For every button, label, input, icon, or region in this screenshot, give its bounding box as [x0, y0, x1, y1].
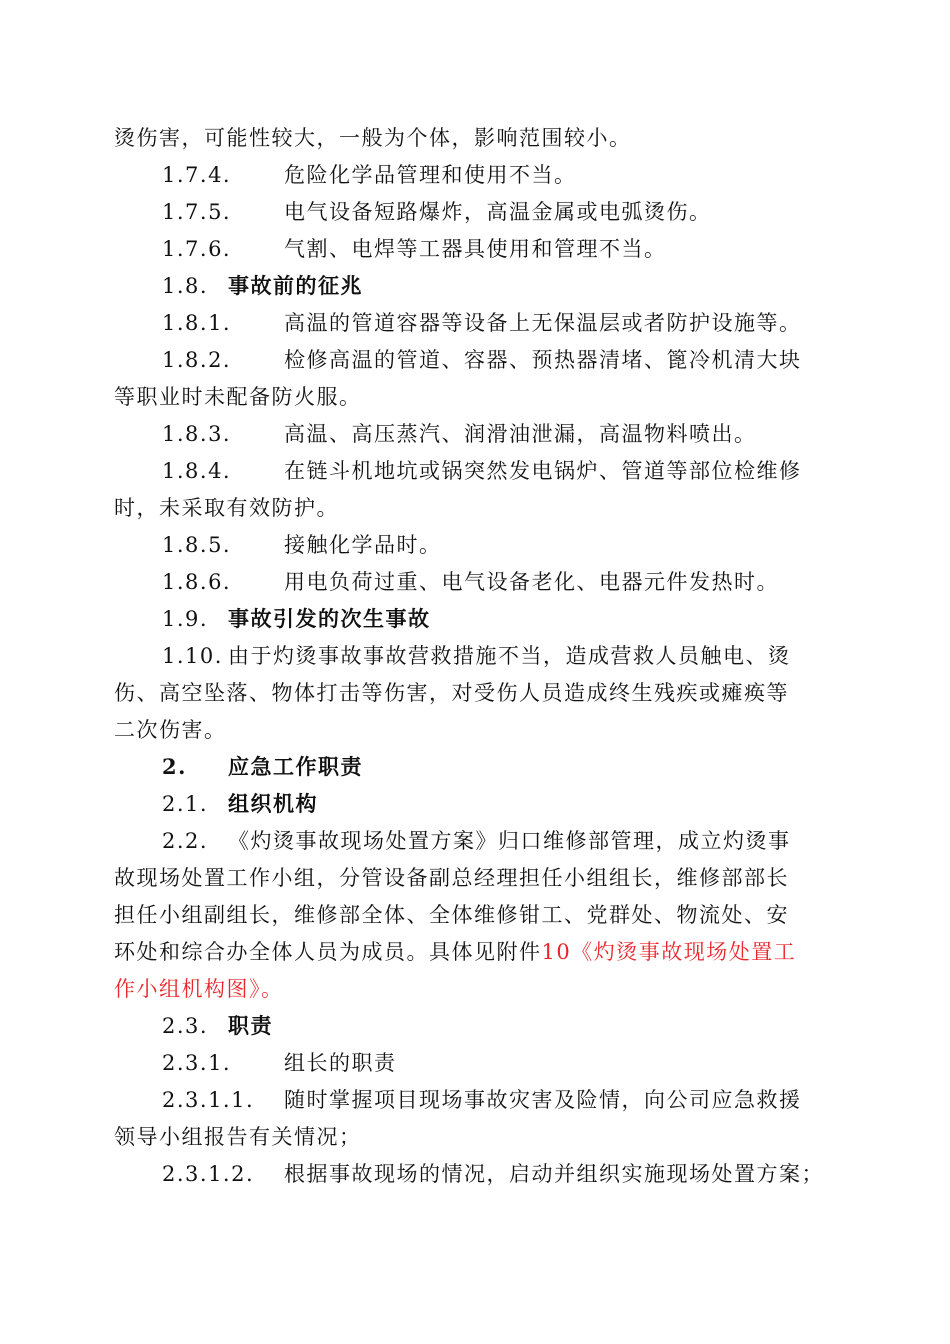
section-heading: 职责	[228, 1013, 273, 1038]
line-text: 根据事故现场的情况，启动并组织实施现场处置方案；	[284, 1162, 824, 1186]
paragraph-line	[0, 937, 950, 967]
list-item-1-7-4	[0, 160, 950, 190]
paragraph-line	[0, 123, 950, 153]
section-number: 2.3.1.1.	[162, 1088, 255, 1112]
line-text: 电气设备短路爆炸，高温金属或电弧烫伤。	[284, 200, 712, 224]
paragraph-line	[0, 974, 950, 1004]
line-text: 《灼烫事故现场处置方案》归口维修部管理，成立灼烫事	[228, 829, 791, 853]
line-text: 二次伤害。	[114, 718, 227, 742]
line-text: 高温的管道容器等设备上无保温层或者防护设施等。	[284, 311, 802, 335]
line-text: 时，未采取有效防护。	[114, 496, 339, 520]
section-number: 1.7.5.	[162, 200, 232, 224]
list-item-2-2	[0, 826, 950, 856]
line-text-plain: 环处和综合办全体人员为成员。具体见附件	[114, 940, 542, 964]
line-text: 检修高温的管道、容器、预热器清堵、篦冷机清大块	[284, 348, 802, 372]
appendix-reference: 作小组机构图》。	[114, 977, 284, 1001]
heading-1-8	[0, 271, 950, 301]
heading-2-3	[0, 1011, 950, 1041]
line-text: 伤、高空坠落、物体打击等伤害，对受伤人员造成终生残疾或瘫痪等	[114, 681, 789, 705]
list-item-1-7-6	[0, 234, 950, 264]
paragraph-line	[0, 382, 950, 412]
section-number: 2.3.	[162, 1014, 209, 1038]
section-heading: 应急工作职责	[228, 754, 363, 779]
appendix-reference: 10《灼烫事故现场处置工	[541, 940, 797, 964]
line-text: 烫伤害，可能性较大，一般为个体，影响范围较小。	[114, 126, 632, 150]
section-number: 1.9.	[162, 607, 209, 631]
line-text	[114, 937, 796, 967]
line-text: 气割、电焊等工器具使用和管理不当。	[284, 237, 667, 261]
list-item-1-7-5	[0, 197, 950, 227]
section-number: 1.7.4.	[162, 163, 232, 187]
section-number: 1.10.	[162, 644, 223, 668]
section-number: 1.8.1.	[162, 311, 232, 335]
line-text: 领导小组报告有关情况；	[114, 1125, 362, 1149]
section-number: 1.8.2.	[162, 348, 232, 372]
line-text: 组长的职责	[284, 1051, 397, 1075]
line-text: 随时掌握项目现场事故灾害及险情，向公司应急救援	[284, 1088, 802, 1112]
list-item-1-8-1	[0, 308, 950, 338]
line-text: 担任小组副组长，维修部全体、全体维修钳工、党群处、物流处、安	[114, 903, 789, 927]
line-text: 在链斗机地坑或锅突然发电锅炉、管道等部位检维修	[284, 459, 802, 483]
list-item-1-8-6	[0, 567, 950, 597]
list-item-2-3-1	[0, 1048, 950, 1078]
list-item-1-8-5	[0, 530, 950, 560]
section-number: 1.8.6.	[162, 570, 232, 594]
section-number: 2.3.1.2.	[162, 1162, 255, 1186]
section-heading: 组织机构	[228, 791, 318, 816]
section-number: 2.3.1.	[162, 1051, 232, 1075]
heading-1-9	[0, 604, 950, 634]
line-text: 用电负荷过重、电气设备老化、电器元件发热时。	[284, 570, 779, 594]
paragraph-line	[0, 1122, 950, 1152]
section-number: 1.8.3.	[162, 422, 232, 446]
list-item-2-3-1-1	[0, 1085, 950, 1115]
line-text: 由于灼烫事故事故营救措施不当，造成营救人员触电、烫	[228, 644, 791, 668]
list-item-1-8-3	[0, 419, 950, 449]
line-text: 等职业时未配备防火服。	[114, 385, 362, 409]
section-number: 2.	[162, 754, 187, 779]
paragraph-line	[0, 900, 950, 930]
list-item-2-3-1-2	[0, 1159, 950, 1189]
section-number: 1.8.4.	[162, 459, 232, 483]
paragraph-line	[0, 493, 950, 523]
section-number: 1.7.6.	[162, 237, 232, 261]
list-item-1-10	[0, 641, 950, 671]
line-text: 故现场处置工作小组，分管设备副总经理担任小组组长，维修部部长	[114, 866, 789, 890]
heading-2	[0, 752, 950, 782]
section-number: 1.8.5.	[162, 533, 232, 557]
line-text: 高温、高压蒸汽、润滑油泄漏，高温物料喷出。	[284, 422, 757, 446]
section-heading: 事故前的征兆	[228, 273, 363, 298]
heading-2-1	[0, 789, 950, 819]
paragraph-line	[0, 863, 950, 893]
section-number: 2.1.	[162, 792, 209, 816]
line-text: 接触化学品时。	[284, 533, 442, 557]
list-item-1-8-2	[0, 345, 950, 375]
section-number: 2.2.	[162, 829, 209, 853]
list-item-1-8-4	[0, 456, 950, 486]
paragraph-line	[0, 678, 950, 708]
paragraph-line	[0, 715, 950, 745]
section-heading: 事故引发的次生事故	[228, 606, 431, 631]
section-number: 1.8.	[162, 274, 209, 298]
line-text: 危险化学品管理和使用不当。	[284, 163, 577, 187]
